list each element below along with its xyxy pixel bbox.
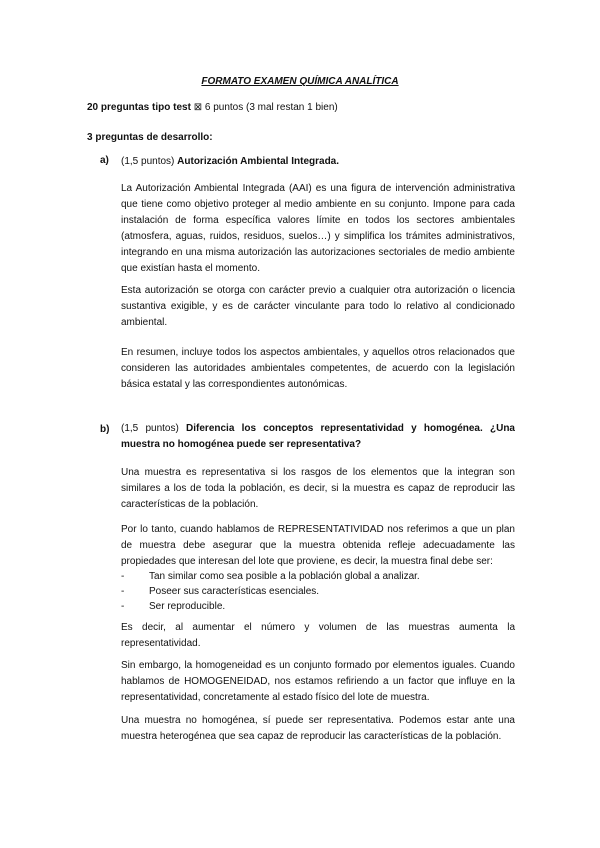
- list-item: [121, 585, 319, 598]
- question-a-title: Autorización Ambiental Integrada.: [177, 156, 340, 167]
- list-item: [121, 600, 225, 613]
- question-b-heading: [121, 421, 515, 453]
- question-b-paragraph-4: Sin embargo, la homogeneidad es un conjunto formado por elementos iguales. Cuando hablamos de HOMOGENEIDAD, nos estamos refiriendo a un factor que influye en la representatividad, concretamente al estado físico del lote de muestra.: [121, 660, 515, 703]
- question-b-points: (1,5 puntos): [121, 423, 187, 434]
- list-item-text: Tan similar como sea posible a la población global a analizar.: [149, 571, 420, 582]
- list-bullet: -: [121, 571, 125, 582]
- question-a-heading: [121, 155, 339, 168]
- list-item: [121, 570, 420, 583]
- document-title: FORMATO EXAMEN QUÍMICA ANALÍTICA: [201, 76, 399, 87]
- list-item-text: Poseer sus características esenciales.: [149, 586, 320, 597]
- question-b-paragraph-1: Una muestra es representativa si los rasgos de los elementos que la integran son similares a los de toda la población, es decir, si la muestra es capaz de reproducir las características de la población.: [121, 467, 515, 510]
- list-bullet: -: [121, 601, 125, 612]
- test-questions-scoring: 6 puntos (3 mal restan 1 bien): [202, 102, 338, 113]
- question-b-paragraph-2: Por lo tanto, cuando hablamos de REPRESENTATIVIDAD nos referimos a que un plan de muestra debe asegurar que la muestra obtenida refleje adecuadamente las propiedades que interesan del lote que proviene, es decir, la muestra final debe ser:: [121, 524, 515, 567]
- question-a-paragraph-2: Esta autorización se otorga con carácter previo a cualquier otra autorización o licencia sustantiva exigible, y es de carácter vinculante para todo lo relativo al condicionado ambiental.: [121, 285, 515, 328]
- question-a-paragraph-3: En resumen, incluye todos los aspectos ambientales, y aquellos otros relacionados que consideren las autoridades ambientales competentes, de acuerdo con la legislación básica estatal y las correspondientes autonómicas.: [121, 347, 515, 390]
- test-questions-line: [87, 101, 338, 114]
- question-b-paragraph-3: Es decir, al aumentar el número y volumen de las muestras aumenta la representatividad.: [121, 622, 515, 649]
- question-b-paragraph-5: Una muestra no homogénea, sí puede ser representativa. Podemos estar ante una muestra heterogénea que sea capaz de reproducir las características de la población.: [121, 715, 515, 742]
- list-item-text: Ser reproducible.: [149, 601, 226, 612]
- question-a-points: (1,5 puntos): [121, 156, 178, 167]
- question-b-marker: b): [100, 424, 110, 435]
- development-heading: 3 preguntas de desarrollo:: [87, 132, 213, 143]
- test-questions-count: 20 preguntas tipo test: [87, 102, 191, 113]
- checkbox-icon: ⊠: [193, 102, 203, 113]
- question-a-paragraph-1: La Autorización Ambiental Integrada (AAI) es una figura de intervención administrativa que tiene como objetivo proteger al medio ambiente en su conjunto. Impone para cada instalación de forma específica valores límite en todos los sectores ambientales (atmosfera, aguas, ruidos, residuos, suelos…) y simplifica los trámites administrativos, integrando en una misma autorización las autorizaciones sectoriales de medio ambiente que existían hasta el momento.: [121, 183, 515, 274]
- question-a-marker: a): [100, 155, 109, 166]
- question-b-title: Diferencia los conceptos representatividad y homogénea. ¿Una muestra no homogénea puede ser representativa?: [121, 423, 515, 450]
- list-bullet: -: [121, 586, 125, 597]
